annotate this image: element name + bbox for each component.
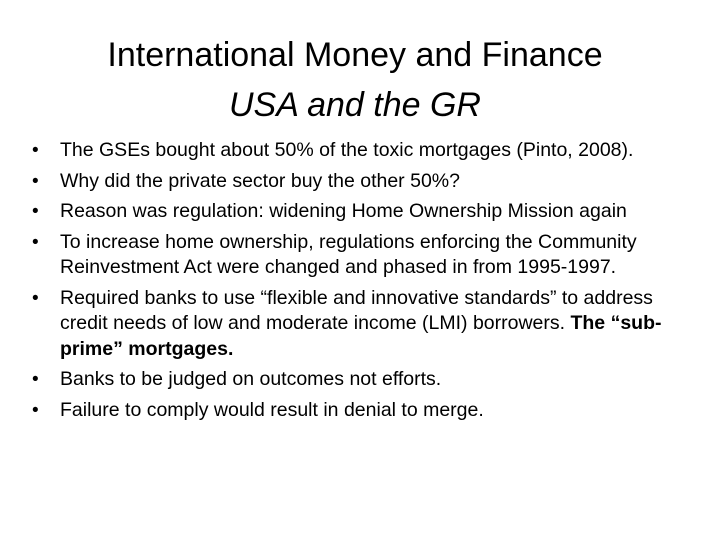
bullet-list: [30, 138, 698, 428]
title-line-1: International Money and Finance: [107, 36, 603, 74]
bullet-dot-icon: •: [32, 201, 39, 222]
title-line-2: USA and the GR: [229, 86, 481, 124]
bullet-dot-icon: •: [32, 369, 39, 390]
bullet-text: To increase home ownership, regulations enforcing the Community Reinvestment Act were changed and phased in from 1995-1997.: [60, 230, 637, 278]
bullet-item: [30, 199, 698, 225]
bullet-item: [30, 169, 698, 195]
bullet-item: [30, 230, 698, 281]
bullet-dot-icon: •: [32, 231, 39, 253]
bullet-bold-text: The “sub-prime” mortgages.: [60, 312, 662, 360]
bullet-item: [30, 138, 698, 164]
bullet-dot-icon: •: [32, 399, 39, 421]
bullet-text: Reason was regulation: widening Home Ownership Mission again: [60, 200, 627, 222]
bullet-text: Failure to comply would result in denial to merge.: [60, 398, 484, 421]
bullet-dot-icon: •: [32, 287, 39, 309]
bullet-text: Why did the private sector buy the other 50%?: [60, 169, 460, 192]
bullet-text: Required banks to use “flexible and innovative standards” to address credit needs of low and moderate income (LMI) borrowers.: [60, 286, 653, 334]
bullet-text: Banks to be judged on outcomes not efforts.: [60, 368, 442, 390]
bullet-item: [30, 398, 698, 424]
slide-title: [0, 30, 710, 130]
bullet-dot-icon: •: [32, 170, 39, 192]
bullet-item: [30, 367, 698, 393]
bullet-dot-icon: •: [32, 140, 39, 161]
bullet-item: [30, 286, 698, 363]
bullet-text: The GSEs bought about 50% of the toxic mortgages (Pinto, 2008).: [60, 139, 634, 161]
